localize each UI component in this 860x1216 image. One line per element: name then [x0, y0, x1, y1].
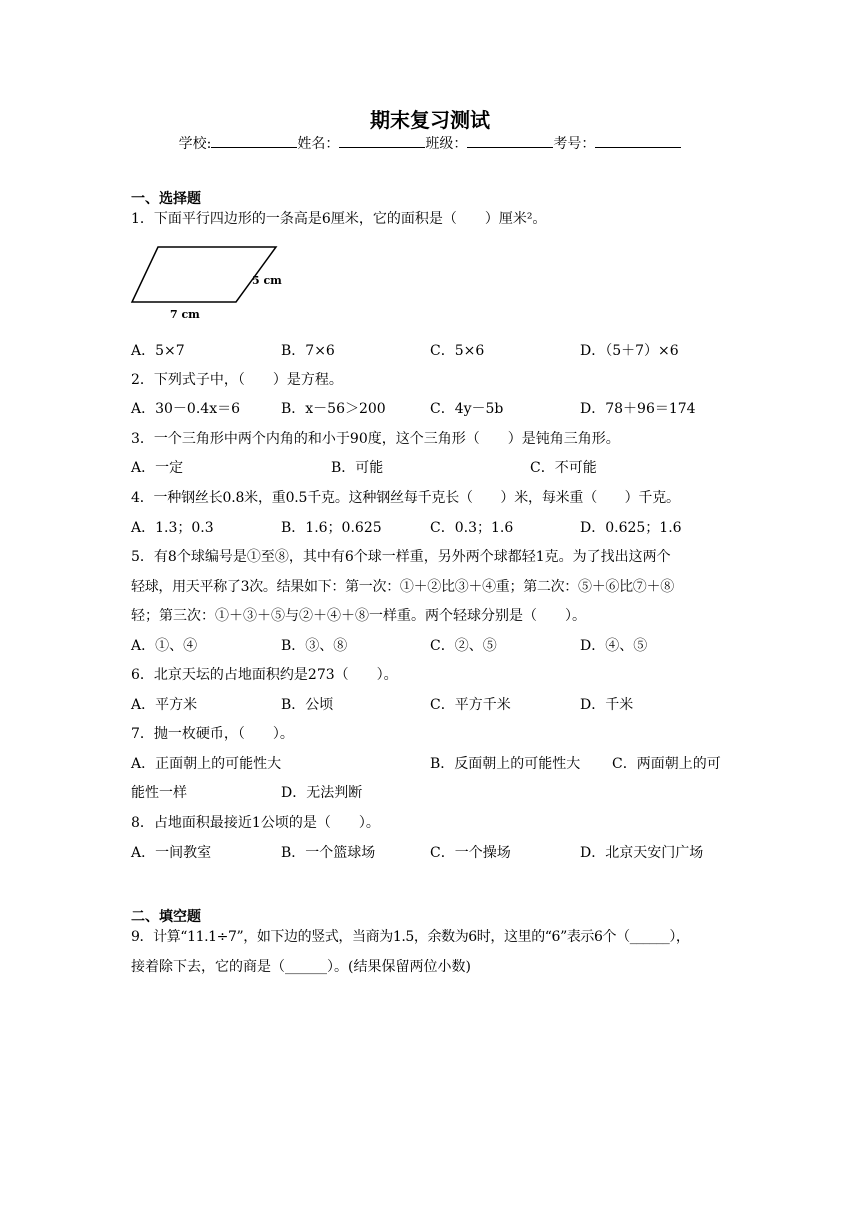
q8-option-c[interactable]: C．一个操场: [430, 845, 511, 861]
name-label: 姓名：: [297, 136, 340, 152]
q4-option-b[interactable]: B．1.6；0.625: [281, 520, 382, 536]
section-fill-title: 二、填空题: [131, 909, 201, 925]
question-9-line-1: 9．计算“11.1÷7”，如下边的竖式，当商为1.5，余数为6时，这里的“6”表示6个（______），: [131, 929, 690, 945]
q8-option-d[interactable]: D．北京天安门广场: [580, 845, 704, 861]
q3-option-b[interactable]: B．可能: [331, 460, 384, 476]
q2-option-c[interactable]: C．4y－5b: [430, 401, 504, 417]
q4-option-d[interactable]: D．0.625；1.6: [580, 520, 682, 536]
question-6-text: 6．北京天坛的占地面积约是273（ ）。: [131, 667, 398, 683]
q7-option-c-part2[interactable]: 能性一样: [131, 785, 187, 801]
q7-option-b[interactable]: B．反面朝上的可能性大: [430, 756, 581, 772]
q5-option-a[interactable]: A．①、④: [131, 638, 198, 654]
q5-option-c[interactable]: C．②、⑤: [430, 638, 497, 654]
figure-side-label: 5 cm: [252, 274, 282, 287]
figure-base-label: 7 cm: [170, 308, 200, 321]
q1-option-b[interactable]: B．7×6: [281, 343, 335, 359]
question-7-text: 7．抛一枚硬币，（ ）。: [131, 726, 294, 742]
q4-option-a[interactable]: A．1.3；0.3: [131, 520, 214, 536]
q3-option-c[interactable]: C．不可能: [530, 460, 597, 476]
question-5-line-2: 轻球，用天平称了3次。结果如下：第一次：①＋②比③＋④重；第二次：⑤＋⑥比⑦＋⑧: [131, 579, 674, 595]
q6-option-d[interactable]: D．千米: [580, 697, 634, 713]
school-blank[interactable]: [211, 135, 297, 148]
question-3-text: 3．一个三角形中两个内角的和小于90度，这个三角形（ ）是钝角三角形。: [131, 431, 620, 447]
question-8-text: 8．占地面积最接近1公顷的是（ ）。: [131, 815, 380, 831]
student-info-line: [0, 133, 860, 153]
question-5-line-1: 5．有8个球编号是①至⑧，其中有6个球一样重，另外两个球都轻1克。为了找出这两个: [131, 549, 671, 565]
question-9-line-2: 接着除下去，它的商是（______）。(结果保留两位小数): [131, 959, 471, 975]
page-title: 期末复习测试: [370, 108, 490, 132]
question-1-text: 1．下面平行四边形的一条高是6厘米，它的面积是（ ）厘米²。: [131, 211, 547, 227]
question-4-text: 4．一种钢丝长0.8米，重0.5千克。这种钢丝每千克长（ ）米，每米重（ ）千克。: [131, 490, 680, 506]
class-blank[interactable]: [467, 135, 553, 148]
school-label: 学校:: [178, 136, 212, 152]
q5-option-b[interactable]: B．③、⑧: [281, 638, 348, 654]
q6-option-b[interactable]: B．公顷: [281, 697, 334, 713]
q6-option-c[interactable]: C．平方千米: [430, 697, 511, 713]
q4-option-c[interactable]: C．0.3；1.6: [430, 520, 514, 536]
q7-option-c-part1[interactable]: C．两面朝上的可: [612, 756, 721, 772]
q1-option-c[interactable]: C．5×6: [430, 343, 485, 359]
class-label: 班级：: [425, 136, 468, 152]
q6-option-a[interactable]: A．平方米: [131, 697, 198, 713]
q7-option-d[interactable]: D．无法判断: [281, 785, 363, 801]
q8-option-a[interactable]: A．一间教室: [131, 845, 212, 861]
question-2-text: 2．下列式子中，（ ）是方程。: [131, 372, 343, 388]
q2-option-d[interactable]: D．78＋96＝174: [580, 401, 696, 417]
q3-option-a[interactable]: A．一定: [131, 460, 184, 476]
q5-option-d[interactable]: D．④、⑤: [580, 638, 648, 654]
q7-option-a[interactable]: A．正面朝上的可能性大: [131, 756, 282, 772]
q8-option-b[interactable]: B．一个篮球场: [281, 845, 376, 861]
name-blank[interactable]: [339, 135, 425, 148]
question-5-line-3: 轻；第三次：①＋③＋⑤与②＋④＋⑧一样重。两个轻球分别是（ ）。: [131, 608, 586, 624]
exam-no-label: 考号：: [553, 136, 596, 152]
parallelogram-figure: [128, 242, 288, 324]
q1-option-d[interactable]: D．（5＋7）×6: [580, 343, 679, 359]
q1-option-a[interactable]: A．5×7: [131, 343, 185, 359]
exam-no-blank[interactable]: [595, 135, 681, 148]
q2-option-a[interactable]: A．30－0.4x＝6: [131, 401, 240, 417]
q2-option-b[interactable]: B．x－56＞200: [281, 401, 386, 417]
section-choice-title: 一、选择题: [131, 191, 201, 207]
